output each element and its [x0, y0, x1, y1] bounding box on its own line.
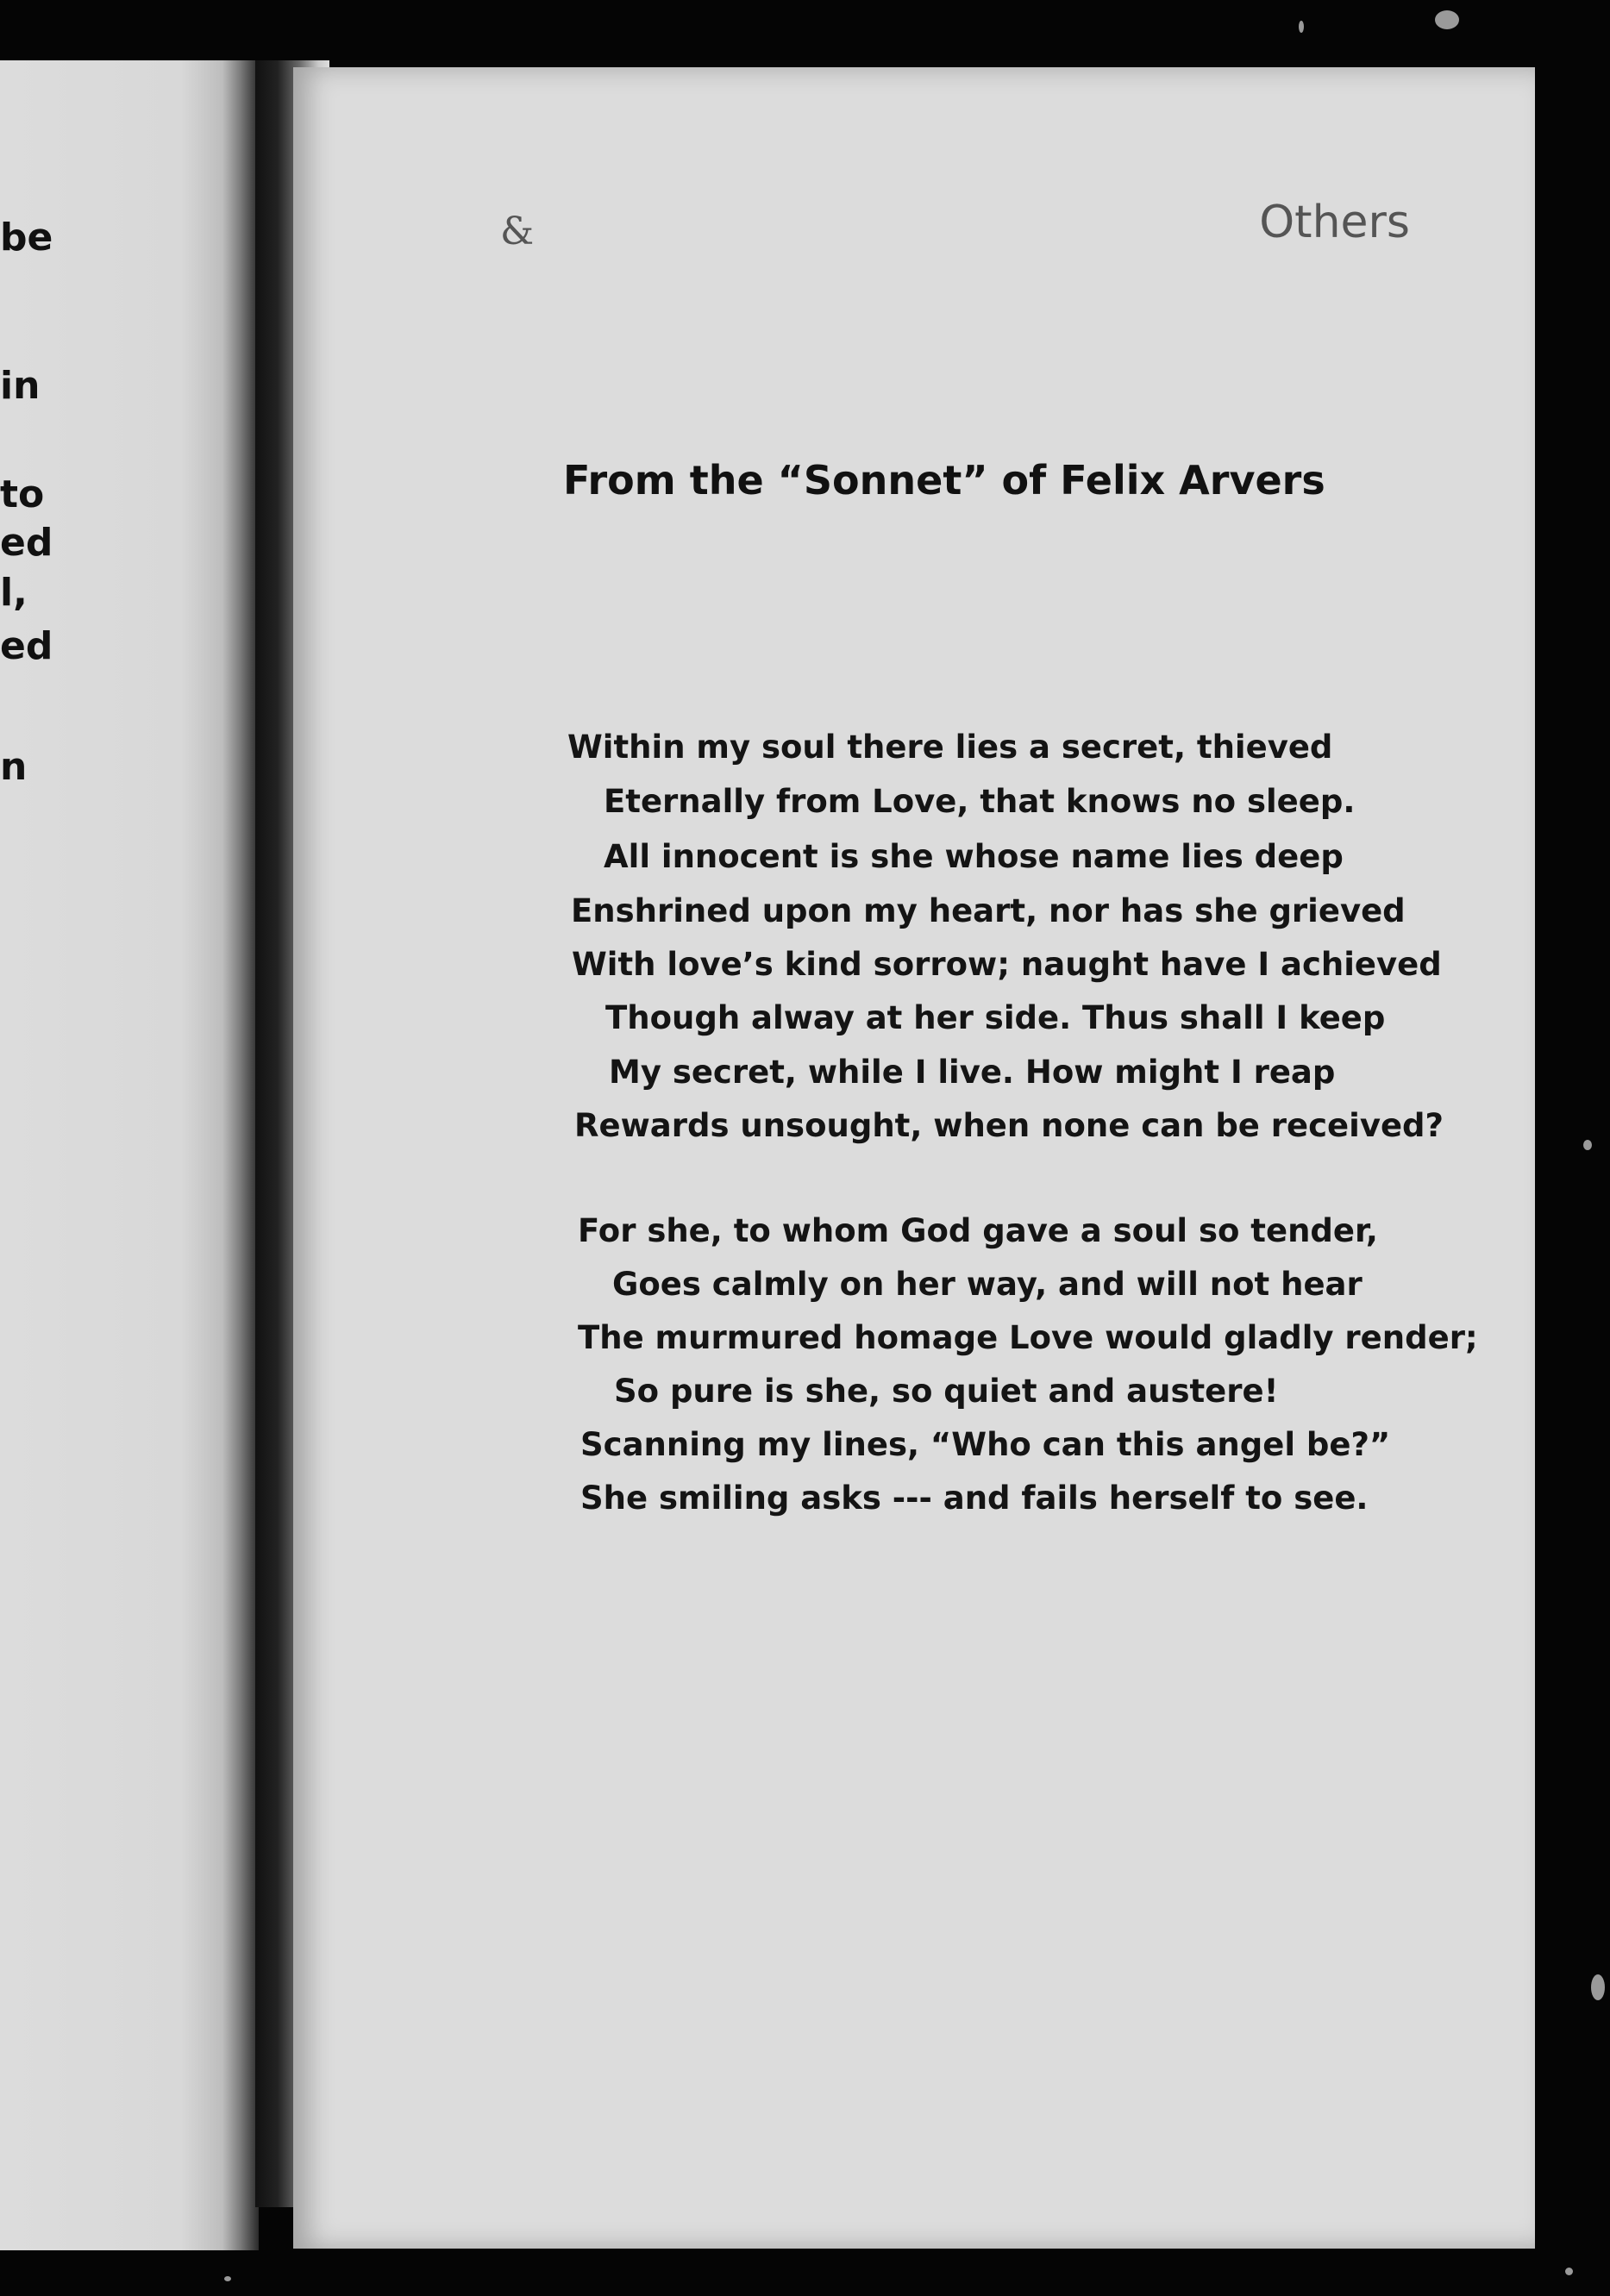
- left-page-edge: [0, 60, 259, 2250]
- scan-speck: [1435, 10, 1459, 29]
- verse-line: My secret, while I live. How might I reap: [609, 1054, 1336, 1091]
- verse-line: For she, to whom God gave a soul so tender,: [578, 1212, 1378, 1249]
- scan-speck: [1591, 1974, 1605, 2000]
- left-page-text-fragment: in: [0, 364, 41, 408]
- verse-line: Eternally from Love, that knows no sleep.: [604, 783, 1356, 820]
- verse-line: With love’s kind sorrow; naught have I achieved: [572, 946, 1442, 983]
- verse-line: Though alway at her side. Thus shall I keep: [605, 999, 1386, 1036]
- scan-speck: [1583, 1140, 1592, 1150]
- left-page-text-fragment: to: [0, 472, 45, 516]
- running-header-left: &: [500, 210, 535, 253]
- verse-line: So pure is she, so quiet and austere!: [614, 1373, 1279, 1410]
- verse-line: Within my soul there lies a secret, thieved: [567, 729, 1333, 766]
- poem-body: [293, 67, 1535, 2249]
- left-page-text-fragment: ed: [0, 624, 53, 668]
- verse-line: Enshrined upon my heart, nor has she grieved: [571, 892, 1406, 929]
- scan-speck: [1565, 2268, 1573, 2275]
- verse-line: All innocent is she whose name lies deep: [604, 838, 1344, 875]
- verse-line: She smiling asks --- and fails herself to see.: [580, 1480, 1369, 1517]
- verse-line: Scanning my lines, “Who can this angel be?”: [580, 1426, 1391, 1463]
- verse-line: Goes calmly on her way, and will not hear: [612, 1266, 1363, 1303]
- left-page-text-fragment: be: [0, 216, 53, 260]
- right-page: [293, 67, 1535, 2249]
- scan-speck: [1299, 21, 1304, 33]
- left-page-text-fragment: ed: [0, 521, 53, 565]
- verse-line: The murmured homage Love would gladly render;: [578, 1319, 1478, 1356]
- running-header-right: Others: [1259, 197, 1410, 248]
- scan-speck: [224, 2276, 231, 2281]
- verse-line: Rewards unsought, when none can be received?: [574, 1107, 1444, 1144]
- poem-title: From the “Sonnet” of Felix Arvers: [563, 457, 1325, 504]
- left-page-text-fragment: n: [0, 745, 28, 789]
- left-page-text-fragment: l,: [0, 571, 28, 615]
